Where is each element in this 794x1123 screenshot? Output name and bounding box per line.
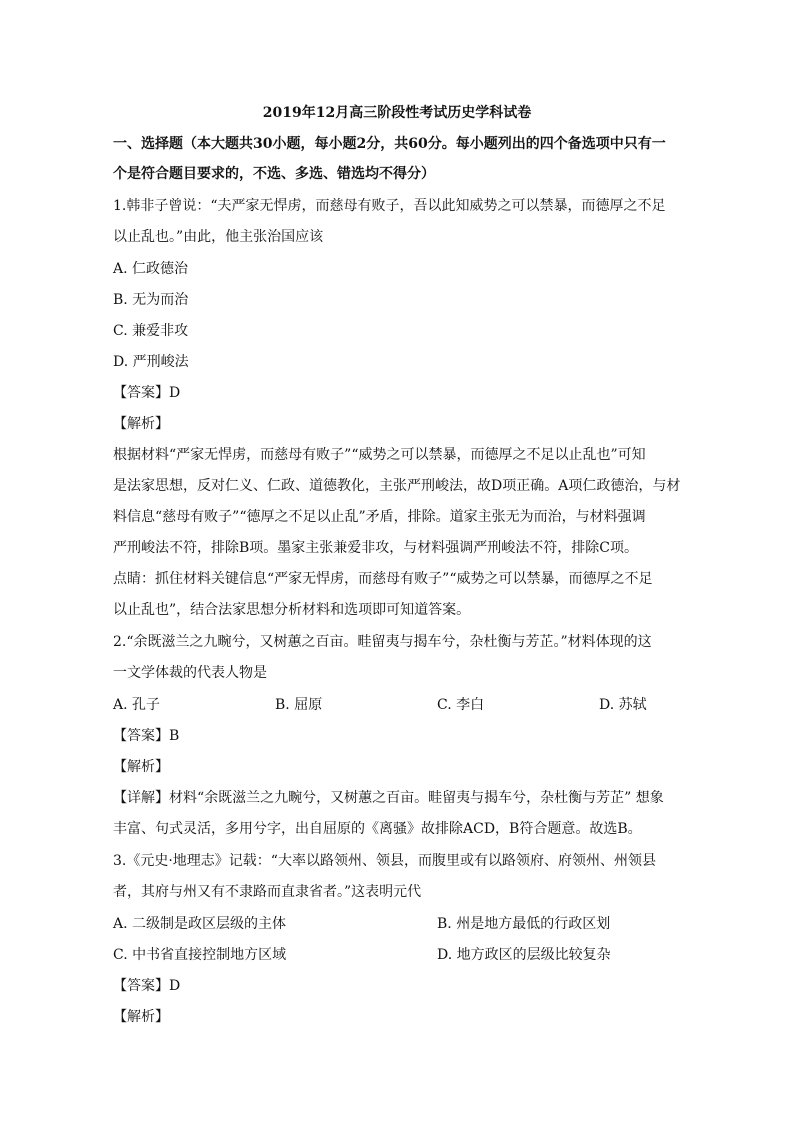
q2-analysis-line-1: 【详解】材料“余既滋兰之九畹兮，又树蕙之百亩。畦留夷与揭车兮，杂杜衡与芳芷” 想象 bbox=[113, 790, 664, 806]
q1-analysis-line-3: 料信息“慈母有败子”“德厚之不足以止乱”矛盾，排除。道家主张无为而治，与材料强调 bbox=[113, 509, 646, 525]
q2-option-d: D. 苏轼 bbox=[599, 697, 647, 713]
q3-analysis-label: 【解析】 bbox=[113, 1009, 169, 1025]
q2-stem-line-2: 一文学体裁的代表人物是 bbox=[113, 665, 267, 681]
q2-option-b: B. 屈原 bbox=[275, 697, 323, 713]
q1-analysis-label: 【解析】 bbox=[113, 416, 169, 432]
q1-analysis-line-6: 以止乱也”，结合法家思想分析材料和选项即可知道答案。 bbox=[113, 602, 471, 618]
q2-analysis-line-2: 丰富、句式灵活，多用兮字，出自屈原的《离骚》故排除ACD，B符合题意。故选B。 bbox=[113, 821, 642, 837]
q1-option-c: C. 兼爱非攻 bbox=[113, 323, 189, 339]
q3-answer: 【答案】D bbox=[113, 978, 181, 994]
q1-analysis-line-4: 严刑峻法不符，排除B项。墨家主张兼爱非攻，与材料强调严刑峻法不符，排除C项。 bbox=[113, 540, 638, 556]
q3-stem-line-2: 者，其府与州又有不隶路而直隶省者。”这表明元代 bbox=[113, 884, 422, 900]
q3-option-d: D. 地方政区的层级比较复杂 bbox=[437, 947, 611, 963]
q3-option-b: B. 州是地方最低的行政区划 bbox=[437, 916, 611, 932]
q2-option-c: C. 李白 bbox=[437, 697, 485, 713]
q1-stem-line-1: 1.韩非子曾说：“夫严家无悍虏，而慈母有败子，吾以此知威势之可以禁暴，而德厚之不足 bbox=[113, 198, 666, 214]
q2-analysis-label: 【解析】 bbox=[113, 759, 169, 775]
q1-analysis-line-1: 根据材料“严家无悍虏，而慈母有败子”“威势之可以禁暴，而德厚之不足以止乱也”可知 bbox=[113, 447, 646, 463]
q2-option-a: A. 孔子 bbox=[113, 697, 161, 713]
q2-stem-line-1: 2.“余既滋兰之九畹兮，又树蕙之百亩。畦留夷与揭车兮，杂杜衡与芳芷。”材料体现的这 bbox=[113, 634, 652, 650]
q1-answer: 【答案】D bbox=[113, 385, 181, 401]
q1-option-d: D. 严刑峻法 bbox=[113, 354, 189, 370]
q3-stem-line-1: 3.《元史·地理志》记载：“大率以路领州、领县，而腹里或有以路领府、府领州、州领县 bbox=[113, 853, 656, 869]
q3-option-c: C. 中书省直接控制地方区域 bbox=[113, 947, 287, 963]
q1-stem-line-2: 以止乱也。”由此，他主张治国应该 bbox=[113, 229, 324, 245]
q1-analysis-line-2: 是法家思想，反对仁义、仁政、道德教化，主张严刑峻法，故D项正确。A项仁政德治，与材 bbox=[113, 478, 681, 494]
q1-option-b: B. 无为而治 bbox=[113, 292, 189, 308]
section-heading-line-1: 一、选择题（本大题共30小题，每小题2分，共60分。每小题列出的四个备选项中只有一 bbox=[113, 136, 666, 152]
q3-option-a: A. 二级制是政区层级的主体 bbox=[113, 916, 287, 932]
q1-analysis-line-5: 点睛：抓住材料关键信息“严家无悍虏，而慈母有败子”“威势之可以禁暴，而德厚之不足 bbox=[113, 571, 653, 587]
page-title: 2019年12月高三阶段性考试历史学科试卷 bbox=[262, 105, 532, 121]
q1-option-a: A. 仁政德治 bbox=[113, 261, 189, 277]
section-heading-line-2: 个是符合题目要求的，不选、多选、错选均不得分） bbox=[113, 166, 435, 182]
q2-answer: 【答案】B bbox=[113, 728, 180, 744]
